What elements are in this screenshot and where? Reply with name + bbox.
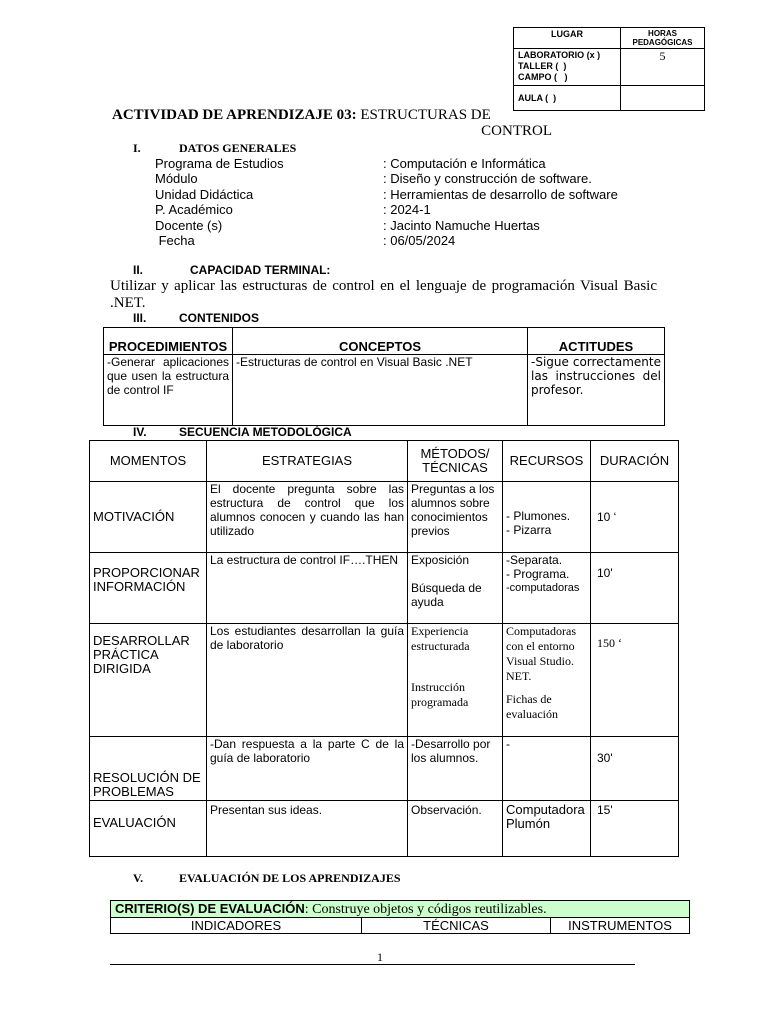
recurso-cell [503,482,591,553]
title-rest-2: CONTROL [481,123,552,139]
recurso-item: Fichas de evaluación [506,692,558,721]
aula-option: AULA ( ) [514,86,621,111]
table-row [90,737,679,801]
estrategia-cell: Los estudiantes desarrollan la guía de laboratorio [207,624,408,737]
duracion-cell: 30' [591,737,679,801]
actitudes-cell: -Sigue correctamente las instrucciones del profesor. [528,355,665,426]
datos-row [155,187,618,202]
metodo-cell [408,553,503,624]
section2-title: CAPACIDAD TERMINAL: [190,263,331,277]
lugar-header: LUGAR [514,28,621,49]
section5-heading [133,871,401,886]
metodo-cell [408,624,503,737]
estrategia-cell: La estructura de control IF….THEN [207,553,408,624]
datos-value: : Diseño y construcción de software. [383,171,592,187]
secuencia-table [89,440,679,857]
title-bold: ACTIVIDAD DE APRENDIZAJE 03: [112,107,357,123]
lugar-options [514,49,621,86]
duracion-cell: 10 ‘ [591,482,679,553]
section4-num: IV. [133,425,147,439]
section2-num: II. [133,263,144,277]
footer-divider [110,964,635,965]
datos-row [155,156,618,171]
conceptos-cell: -Estructuras de control en Visual Basic .NET [233,355,528,426]
datos-label: Programa de Estudios [155,156,284,171]
horas-value: 5 [621,49,705,86]
section4-title: SECUENCIA METODOLÓGICA [179,425,352,439]
table-row [90,482,679,553]
metodo-item: Búsqueda de ayuda [411,581,482,609]
section2-heading [133,263,330,277]
section4-heading [133,425,352,439]
table-row [104,355,665,426]
datos-label: Unidad Didáctica [155,186,254,202]
section5-num: V. [133,871,144,885]
section5-title: EVALUACIÓN DE LOS APRENDIZAJES [179,871,401,885]
title-rest-1: ESTRUCTURAS DE [360,107,491,123]
campo-option: CAMPO ( ) [518,72,568,82]
momento-cell: MOTIVACIÓN [90,482,207,553]
col-momentos: MOMENTOS [90,441,207,482]
duracion-cell: 150 ‘ [591,624,679,737]
col-procedimientos: PROCEDIMIENTOS [104,328,233,355]
recurso-cell [503,553,591,624]
momento-cell: RESOLUCIÓN DE PROBLEMAS [90,737,207,801]
estrategia-cell: El docente pregunta sobre las estructura de control que los alumnos conocen y cuando las han utilizado [207,482,408,553]
momento-cell: EVALUACIÓN [90,801,207,857]
criterio-row [111,901,690,918]
metodo-item: Instrucción programada [411,680,469,709]
metodo-cell: Observación. [408,801,503,857]
metodo-cell: -Desarrollo por los alumnos. [408,737,503,801]
datos-label: Fecha [155,232,195,248]
criterio-label: CRITERIO(S) DE EVALUACIÓN [115,901,305,916]
capacidad-text: Utilizar y aplicar las estructuras de control en el lenguaje de programación Visual Basic .NET. [110,278,657,311]
procedimientos-cell: -Generar aplicaciones que usen la estructura de control IF [104,355,233,426]
col-recursos: RECURSOS [503,441,591,482]
recurso-cell [503,801,591,857]
table-row [90,624,679,737]
datos-label: Módulo [155,171,198,187]
datos-row [155,233,618,248]
metodo-item: Experiencia estructurada [411,624,470,653]
col-metodos: MÉTODOS/ TÉCNICAS [408,441,503,482]
recurso-item: -Separata. [506,553,563,567]
taller-option: TALLER ( ) [518,61,567,71]
table-row [90,553,679,624]
recurso-item: - Programa. [506,567,570,581]
section3-title: CONTENIDOS [179,311,260,325]
datos-row [155,171,618,186]
aula-horas [621,86,705,111]
recurso-item: Computadora [506,802,585,817]
datos-value: : Herramientas de desarrollo de software [383,186,618,202]
momento-cell: PROPORCIONAR INFORMACIÓN [90,553,207,624]
datos-value: : 2024-1 [383,202,431,218]
section3-num: III. [133,311,147,325]
laboratorio-option: LABORATORIO (x ) [518,50,601,60]
col-instrumentos: INSTRUMENTOS [551,918,690,934]
datos-generales [155,156,618,248]
datos-label: Docente (s) [155,217,223,233]
recurso-item: - Pizarra [506,523,552,537]
estrategia-cell: Presentan sus ideas. [207,801,408,857]
horas-header: HORAS PEDAGÓGICAS [621,28,705,49]
recurso-item: Plumón [506,816,551,831]
duracion-cell: 15' [591,801,679,857]
section1-heading [133,141,296,156]
duracion-cell: 10' [591,553,679,624]
recurso-cell [503,624,591,737]
col-tecnicas: TÉCNICAS [362,918,551,934]
recurso-item: Computadoras con el entorno Visual Studio. NET. [506,624,576,683]
section1-num: I. [133,141,141,155]
col-duracion: DURACIÓN [591,441,679,482]
page-title [112,107,552,139]
metodo-cell: Preguntas a los alumnos sobre conocimientos previos [408,482,503,553]
recurso-item: -computadoras [506,582,580,594]
datos-row [155,218,618,233]
datos-value: : 06/05/2024 [383,232,456,248]
section1-title: DATOS GENERALES [179,141,297,155]
datos-value: : Jacinto Namuche Huertas [383,217,540,233]
criterio-text: : Construye objetos y códigos reutilizables. [304,902,547,917]
contenidos-table [103,327,665,426]
col-estrategias: ESTRATEGIAS [207,441,408,482]
metodo-item: Exposición [411,553,470,567]
datos-value: : Computación e Informática [383,156,546,171]
col-indicadores: INDICADORES [111,918,362,934]
datos-label: P. Académico [155,202,233,218]
recurso-cell: - [503,737,591,801]
datos-row [155,202,618,217]
estrategia-cell: -Dan respuesta a la parte C de la guía de laboratorio [207,737,408,801]
page-number: 1 [377,950,383,964]
table-row [90,801,679,857]
evaluacion-table [110,900,690,934]
section3-heading [133,311,259,325]
col-conceptos: CONCEPTOS [233,328,528,355]
recurso-item: - Plumones. [506,509,571,523]
lugar-table [513,27,705,111]
col-actitudes: ACTITUDES [528,328,665,355]
momento-cell: DESARROLLAR PRÁCTICA DIRIGIDA [90,624,207,737]
